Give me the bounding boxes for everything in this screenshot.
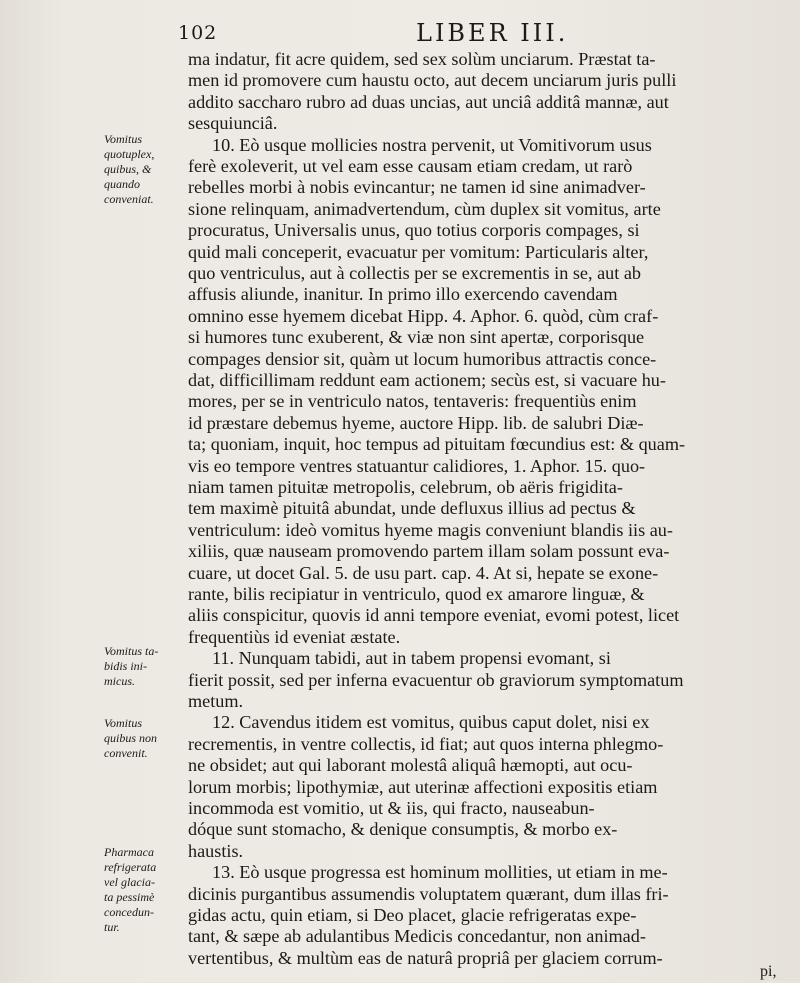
body-line: procuratus, Universalis unus, quo totius corporis compages, si: [188, 220, 640, 241]
body-line: men id promovere cum haustu octo, aut decem unciarum juris pulli: [188, 70, 677, 91]
page-number: 102: [178, 22, 218, 44]
body-line: id præstare debemus hyeme, auctore Hipp. lib. de salubri Diæ-: [188, 412, 644, 433]
body-line: vis eo tempore ventres statuantur calidiores, 1. Aphor. 15. quo-: [188, 455, 646, 476]
marginal-note-pharmaca-refrigerata: Pharmaca refrigerata vel glacia- ta pessimè concedun- tur.: [104, 845, 157, 934]
body-line: dóque sunt stomacho, & denique consumptis, & morbo ex-: [188, 819, 618, 840]
paragraph-start-13: 13. Eò usque progressa est hominum mollities, ut etiam in me-: [212, 862, 668, 883]
body-line: affusis aliunde, inanitur. In primo illo exercendo cavendam: [188, 284, 618, 305]
marginal-note-vomitus-quotuplex: Vomitus quotuplex, quibus, & quando conveniat.: [104, 132, 155, 206]
body-line: addito saccharo rubro ad duas uncias, aut unciâ additâ mannæ, aut: [188, 91, 669, 112]
body-line: dat, difficillimam reddunt eam actionem; secùs est, si vacuare hu-: [188, 370, 666, 390]
body-line: niam tamen pituitæ metropolis, celebrum, ob aëris frigidita-: [188, 477, 623, 497]
running-head: LIBER III.: [416, 19, 569, 47]
body-line: tem maximè pituitâ abundat, unde defluxus illius ad pectus &: [188, 498, 636, 519]
body-line: ne obsidet; aut qui laborant molestâ aliquâ hæmopti, aut ocu-: [188, 755, 633, 776]
body-line: ta; quoniam, inquit, hoc tempus ad pituitam fœcundius est: & quam-: [188, 434, 686, 455]
page-header: [0, 19, 800, 50]
body-line: dicinis purgantibus assumendis voluptatem quærant, dum illas fri-: [188, 883, 669, 904]
body-line: rante, bilis recipiatur in ventriculo, quod ex amarore linguæ, &: [188, 584, 645, 604]
body-line: ventriculum: ideò vomitus hyeme magis conveniunt blandis iis au-: [188, 519, 673, 540]
body-line: tant, & sæpe ab adulantibus Medicis concedantur, non animad-: [188, 926, 646, 947]
catchword: pi,: [760, 962, 777, 980]
body-line: compages densior sit, quàm ut locum humoribus attractis conce-: [188, 348, 657, 369]
body-line: metum.: [188, 691, 244, 711]
marginal-note-vomitus-tabidis: Vomitus ta- bidis ini- micus.: [104, 644, 159, 688]
paragraph-start-11: 11. Nunquam tabidi, aut in tabem propensi evomant, si: [212, 648, 611, 669]
body-line: quo ventriculus, aut à collectis per se excrementis in se, aut ab: [188, 263, 642, 283]
body-line: ma indatur, fit acre quidem, sed sex solùm unciarum. Præstat ta-: [188, 49, 656, 69]
paragraph-start-10: 10. Eò usque mollicies nostra pervenit, ut Vomitivorum usus: [212, 134, 652, 155]
body-line: frequentiùs id eveniat æstate.: [188, 626, 401, 647]
body-line: fierit possit, sed per inferna evacuentur ob graviorum symptomatum: [188, 669, 684, 690]
body-line: aliis conspicitur, quovis id anni tempore eveniat, evomi potest, licet: [188, 605, 680, 626]
body-line: xiliis, quæ nauseam promovendo partem illam solam possunt eva-: [188, 541, 670, 562]
body-line: incommoda est vomitio, ut & iis, qui fracto, nauseabun-: [188, 798, 595, 818]
body-line: vertentibus, & multùm eas de naturâ propriâ per glaciem corrum-: [188, 947, 663, 968]
body-line: sesquiunciâ.: [188, 113, 278, 134]
body-line: mores, per se in ventriculo natos, tentaveris: frequentiùs enim: [188, 391, 637, 412]
body-line: recrementis, in ventre collectis, id fiat; aut quos interna phlegmo-: [188, 733, 664, 754]
body-line: lorum morbis; lipothymiæ, aut uterinæ affectioni expositis etiam: [188, 776, 658, 797]
body-line: sione relinquam, animadvertendum, cùm duplex sit vomitus, arte: [188, 198, 661, 219]
body-line: ferè exoleverit, ut vel eam esse causam etiam credam, ut rarò: [188, 156, 633, 176]
body-line: haustis.: [188, 840, 244, 861]
body-line: si humores tunc exuberent, & viæ non sint apertæ, corporisque: [188, 327, 645, 348]
body-line: gidas actu, quin etiam, si Deo placet, glacie refrigeratas expe-: [188, 905, 637, 925]
marginal-note-vomitus-non-convenit: Vomitus quibus non convenit.: [104, 716, 158, 760]
paragraph-start-12: 12. Cavendus itidem est vomitus, quibus caput dolet, nisi ex: [212, 712, 650, 733]
body-line: rebelles morbi à nobis evincantur; ne tamen id sine animadver-: [188, 177, 646, 198]
body-line: cuare, ut docet Gal. 5. de usu part. cap. 4. At si, hepate se exone-: [188, 562, 659, 583]
body-line: omnino esse hyemem dicebat Hipp. 4. Aphor. 6. quòd, cùm craf-: [188, 305, 659, 326]
body-line: quid mali conceperit, evacuatur per vomitum: Particularis alter,: [188, 241, 649, 262]
